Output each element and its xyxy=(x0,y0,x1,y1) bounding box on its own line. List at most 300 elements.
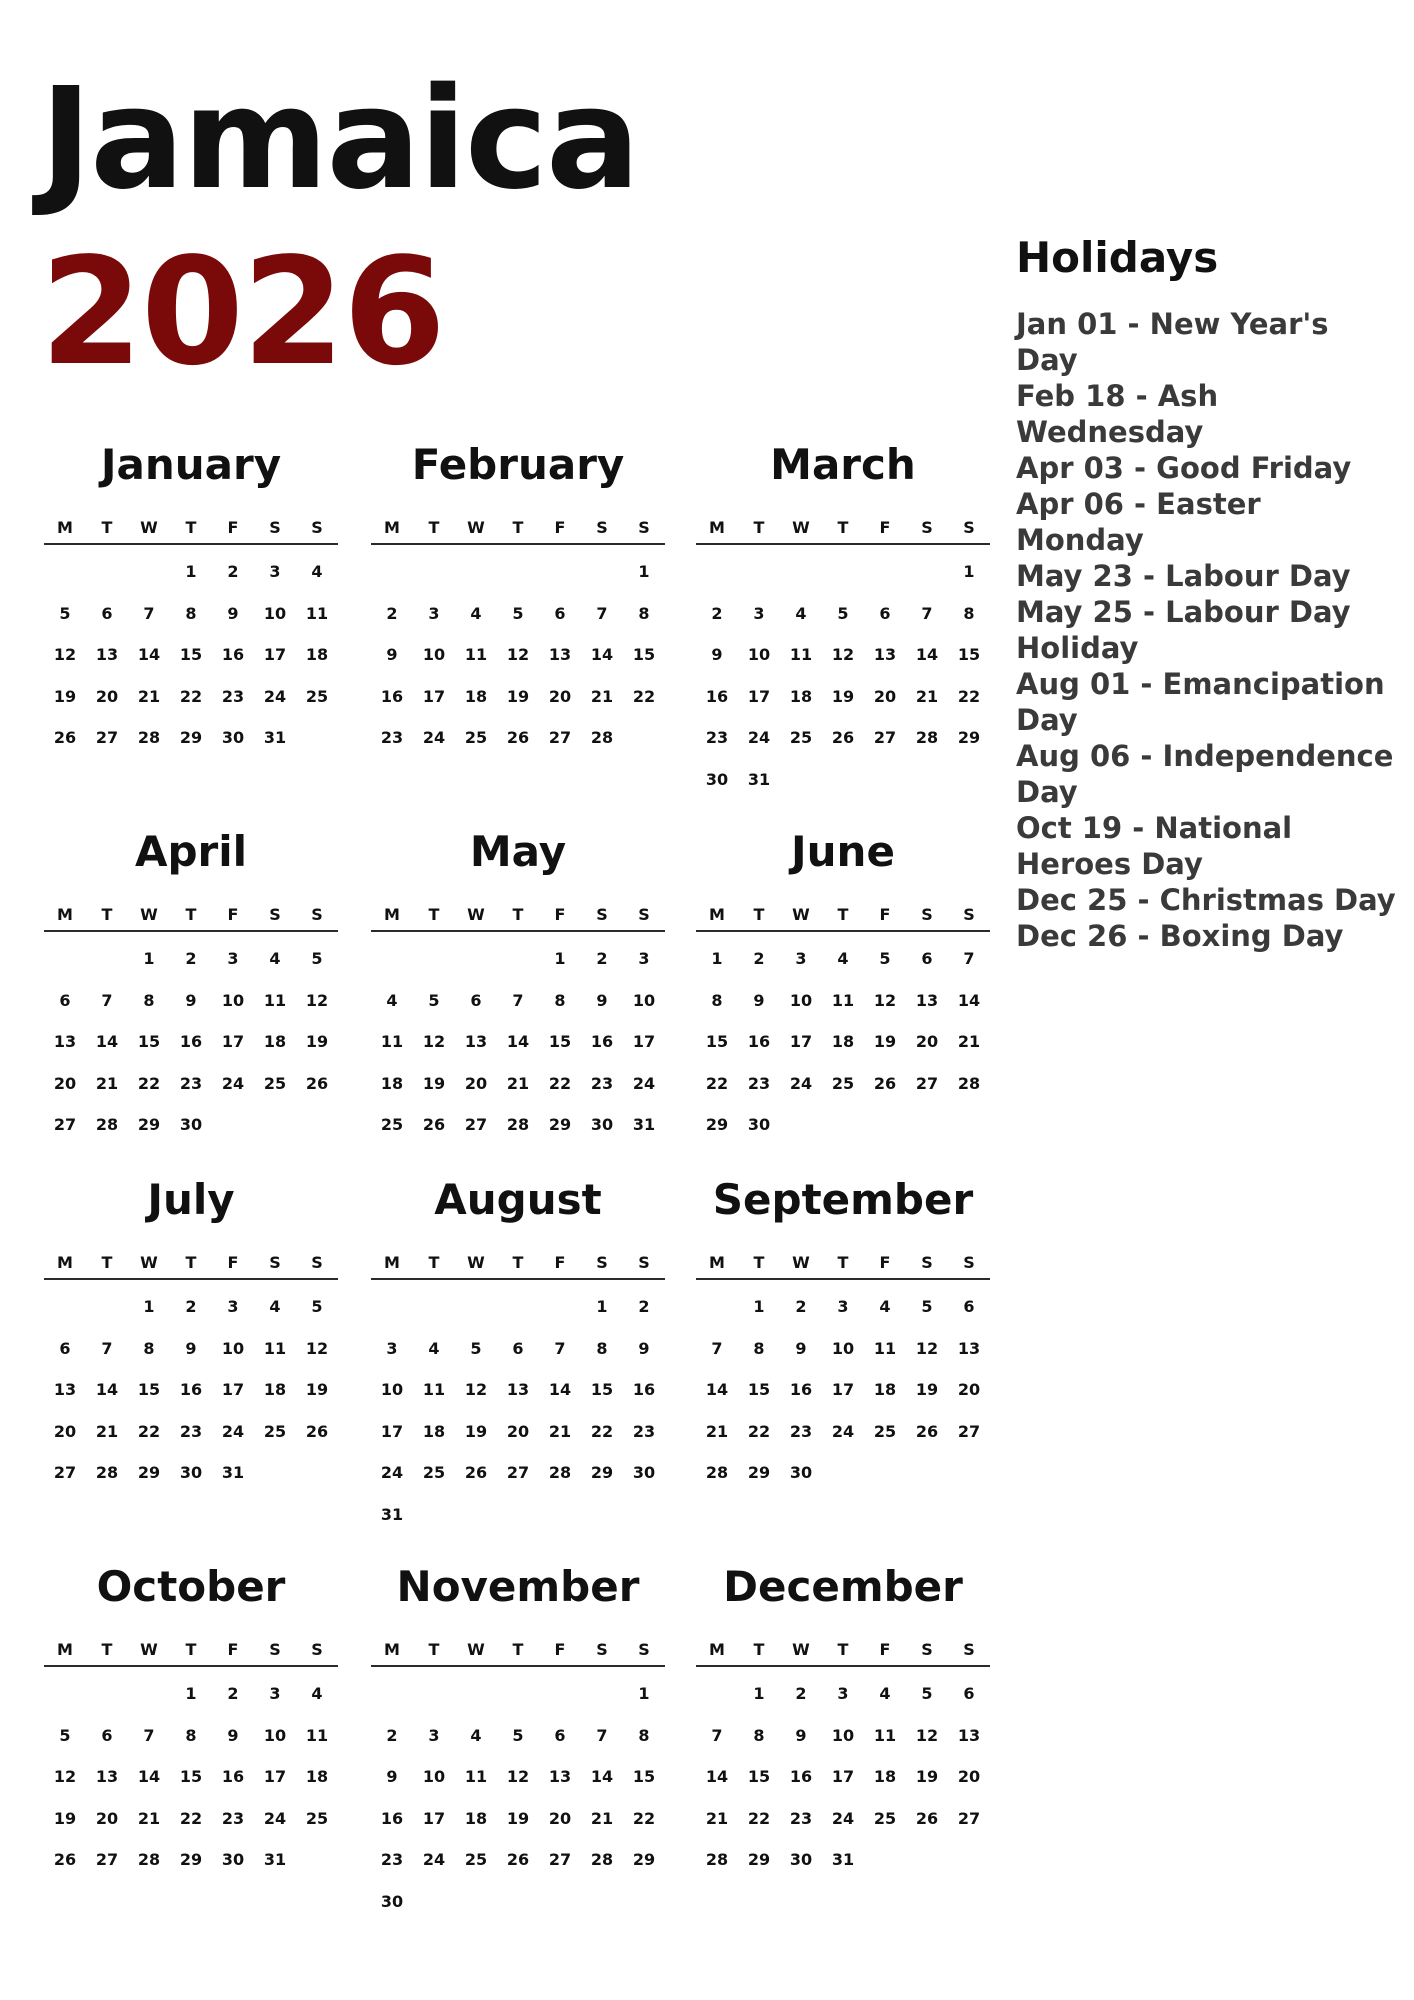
day-cell: 14 xyxy=(957,990,981,1010)
day-cell: 23 xyxy=(789,1421,813,1441)
day-cell: 2 xyxy=(227,1684,239,1703)
day-cell: 29 xyxy=(179,728,203,747)
day-cell: 1 xyxy=(753,1297,765,1316)
day-cell: 31 xyxy=(263,728,287,747)
weekday-label: T xyxy=(428,905,440,924)
day-cell: 30 xyxy=(789,1850,813,1869)
day-cell: 5 xyxy=(921,1297,933,1316)
month-name: June xyxy=(791,827,895,876)
day-cell: 26 xyxy=(53,728,77,747)
weekday-label: M xyxy=(384,1640,400,1659)
day-cell: 26 xyxy=(305,1073,329,1093)
day-cell: 9 xyxy=(795,1725,807,1745)
day-cell: 10 xyxy=(747,645,771,664)
day-cell: 9 xyxy=(638,1338,650,1358)
day-cell: 6 xyxy=(879,603,891,623)
day-cell: 10 xyxy=(789,990,813,1010)
holiday-list xyxy=(1016,306,1396,954)
day-cell: 15 xyxy=(137,1380,161,1399)
holiday-item: Apr 03 - Good Friday xyxy=(1016,451,1352,485)
day-cell: 7 xyxy=(921,603,933,623)
day-cell: 22 xyxy=(548,1073,572,1093)
day-cell: 27 xyxy=(53,1115,77,1134)
month-september xyxy=(696,1172,990,1494)
weekday-label: S xyxy=(963,518,975,537)
day-cell: 13 xyxy=(464,1032,488,1051)
day-cell: 29 xyxy=(705,1115,729,1134)
day-cell: 13 xyxy=(915,990,939,1010)
day-cell: 27 xyxy=(53,1463,77,1482)
month-name: August xyxy=(434,1175,602,1224)
weekday-label: S xyxy=(963,1640,975,1659)
day-cell: 20 xyxy=(506,1421,530,1441)
weekday-label: M xyxy=(709,905,725,924)
day-cell: 24 xyxy=(422,1850,446,1869)
day-cell: 30 xyxy=(590,1115,614,1134)
day-cell: 22 xyxy=(179,686,203,706)
weekday-label: T xyxy=(512,1253,524,1272)
day-cell: 8 xyxy=(596,1338,608,1358)
day-cell: 11 xyxy=(422,1380,446,1399)
weekday-header xyxy=(696,900,990,932)
month-january xyxy=(44,437,338,759)
day-cell: 8 xyxy=(753,1338,765,1358)
day-cell: 20 xyxy=(464,1073,488,1093)
day-cell: 22 xyxy=(747,1808,771,1828)
day-cell: 15 xyxy=(957,645,981,664)
weekday-label: F xyxy=(879,905,891,924)
day-cell: 4 xyxy=(311,1684,323,1703)
day-cell: 4 xyxy=(470,603,482,623)
holiday-item: Apr 06 - Easter Monday xyxy=(1016,487,1261,557)
day-cell: 21 xyxy=(915,686,939,706)
day-cell: 8 xyxy=(143,990,155,1010)
day-cell: 19 xyxy=(831,686,855,706)
day-cell: 27 xyxy=(957,1808,981,1828)
day-cell: 12 xyxy=(506,1767,530,1786)
day-cell: 19 xyxy=(53,686,77,706)
day-cell: 3 xyxy=(837,1684,849,1703)
day-cell: 11 xyxy=(263,990,287,1010)
day-cell: 13 xyxy=(95,1767,119,1786)
day-cell: 12 xyxy=(506,645,530,664)
day-cell: 17 xyxy=(422,1808,446,1828)
day-cell: 26 xyxy=(53,1850,77,1869)
day-cell: 19 xyxy=(915,1380,939,1399)
day-cell: 19 xyxy=(873,1032,897,1051)
weekday-label: S xyxy=(311,518,323,537)
day-cell: 24 xyxy=(221,1073,245,1093)
day-cell: 17 xyxy=(789,1032,813,1051)
day-cell: 28 xyxy=(590,1850,614,1869)
day-cell: 1 xyxy=(143,1297,155,1316)
day-cell: 28 xyxy=(95,1463,119,1482)
day-cell: 4 xyxy=(837,949,849,968)
day-cell: 14 xyxy=(705,1380,729,1399)
weekday-label: F xyxy=(879,1253,891,1272)
day-cell: 22 xyxy=(632,686,656,706)
day-cell: 17 xyxy=(747,686,771,706)
day-cell: 17 xyxy=(380,1421,404,1441)
weekday-label: T xyxy=(101,905,113,924)
day-cell: 9 xyxy=(711,645,723,664)
day-cell: 26 xyxy=(915,1421,939,1441)
day-cell: 10 xyxy=(422,1767,446,1786)
weekday-header xyxy=(696,1635,990,1667)
weekday-label: T xyxy=(512,905,524,924)
day-cell: 5 xyxy=(311,1297,323,1316)
weekday-label: S xyxy=(311,905,323,924)
weekday-label: W xyxy=(140,905,158,924)
day-cell: 7 xyxy=(963,949,975,968)
day-cell: 17 xyxy=(263,645,287,664)
weekday-label: S xyxy=(963,1253,975,1272)
weekday-header xyxy=(44,1248,338,1280)
day-cell: 26 xyxy=(873,1073,897,1093)
weekday-header xyxy=(371,900,665,932)
day-cell: 3 xyxy=(227,949,239,968)
day-cell: 5 xyxy=(311,949,323,968)
weekday-label: T xyxy=(101,1253,113,1272)
weekday-label: T xyxy=(512,518,524,537)
day-cell: 5 xyxy=(879,949,891,968)
day-cell: 1 xyxy=(963,562,975,581)
day-cell: 9 xyxy=(185,1338,197,1358)
day-cell: 3 xyxy=(386,1338,398,1358)
day-cell: 31 xyxy=(831,1850,855,1869)
holiday-item: Aug 06 - Independence Day xyxy=(1016,739,1394,809)
day-cell: 11 xyxy=(305,603,329,623)
day-cell: 12 xyxy=(422,1032,446,1051)
day-cell: 30 xyxy=(705,769,729,789)
title-year: 2026 xyxy=(40,226,444,398)
day-cell: 11 xyxy=(464,1767,488,1786)
day-cell: 28 xyxy=(590,728,614,747)
day-cell: 27 xyxy=(957,1421,981,1441)
day-cell: 29 xyxy=(632,1850,656,1869)
day-cell: 27 xyxy=(548,1850,572,1869)
day-cell: 11 xyxy=(305,1725,329,1745)
day-cell: 4 xyxy=(470,1725,482,1745)
day-cell: 15 xyxy=(179,1767,203,1786)
day-cell: 9 xyxy=(795,1338,807,1358)
day-cell: 6 xyxy=(101,603,113,623)
weekday-label: S xyxy=(921,1253,933,1272)
day-cell: 5 xyxy=(921,1684,933,1703)
day-cell: 25 xyxy=(873,1421,897,1441)
day-cell: 14 xyxy=(95,1032,119,1051)
day-cell: 3 xyxy=(638,949,650,968)
day-cell: 18 xyxy=(873,1380,897,1399)
day-cell: 4 xyxy=(386,990,398,1010)
day-cell: 14 xyxy=(137,1767,161,1786)
day-cell: 13 xyxy=(873,645,897,664)
day-cell: 30 xyxy=(380,1891,404,1911)
day-cell: 8 xyxy=(185,1725,197,1745)
day-cell: 6 xyxy=(921,949,933,968)
day-cell: 27 xyxy=(95,1850,119,1869)
day-cell: 7 xyxy=(596,603,608,623)
weekday-label: M xyxy=(709,518,725,537)
day-cell: 25 xyxy=(263,1421,287,1441)
day-cell: 2 xyxy=(227,562,239,581)
weekday-label: S xyxy=(596,518,608,537)
day-cell: 28 xyxy=(957,1073,981,1093)
days-grid xyxy=(371,1280,665,1535)
weekday-label: S xyxy=(638,1253,650,1272)
day-cell: 24 xyxy=(263,686,287,706)
day-cell: 25 xyxy=(305,686,329,706)
weekday-label: T xyxy=(185,518,197,537)
weekday-label: S xyxy=(596,1253,608,1272)
day-cell: 4 xyxy=(428,1338,440,1358)
day-cell: 20 xyxy=(53,1421,77,1441)
day-cell: 26 xyxy=(506,1850,530,1869)
day-cell: 2 xyxy=(638,1297,650,1316)
day-cell: 12 xyxy=(464,1380,488,1399)
day-cell: 2 xyxy=(711,603,723,623)
day-cell: 2 xyxy=(185,1297,197,1316)
holiday-item: May 25 - Labour Day Holiday xyxy=(1016,595,1351,665)
day-cell: 23 xyxy=(179,1073,203,1093)
day-cell: 23 xyxy=(705,728,729,747)
day-cell: 28 xyxy=(915,728,939,747)
day-cell: 11 xyxy=(380,1032,404,1051)
day-cell: 26 xyxy=(422,1115,446,1134)
day-cell: 20 xyxy=(95,1808,119,1828)
month-name: December xyxy=(723,1562,963,1611)
weekday-header xyxy=(44,900,338,932)
day-cell: 6 xyxy=(59,1338,71,1358)
weekday-header xyxy=(371,1635,665,1667)
weekday-label: W xyxy=(467,1640,485,1659)
day-cell: 29 xyxy=(747,1463,771,1482)
day-cell: 19 xyxy=(915,1767,939,1786)
day-cell: 9 xyxy=(227,603,239,623)
day-cell: 22 xyxy=(632,1808,656,1828)
month-name: October xyxy=(96,1562,286,1611)
day-cell: 24 xyxy=(789,1073,813,1093)
day-cell: 18 xyxy=(873,1767,897,1786)
day-cell: 27 xyxy=(464,1115,488,1134)
day-cell: 28 xyxy=(95,1115,119,1134)
day-cell: 21 xyxy=(590,1808,614,1828)
days-grid xyxy=(44,1667,338,1881)
day-cell: 13 xyxy=(506,1380,530,1399)
day-cell: 30 xyxy=(179,1463,203,1482)
weekday-label: F xyxy=(227,1253,239,1272)
day-cell: 10 xyxy=(632,990,656,1010)
weekday-label: W xyxy=(140,518,158,537)
day-cell: 20 xyxy=(53,1073,77,1093)
weekday-label: T xyxy=(512,1640,524,1659)
weekday-label: W xyxy=(792,518,810,537)
day-cell: 12 xyxy=(53,1767,77,1786)
days-grid xyxy=(696,1667,990,1881)
day-cell: 11 xyxy=(873,1725,897,1745)
month-march xyxy=(696,437,990,800)
day-cell: 4 xyxy=(879,1684,891,1703)
day-cell: 16 xyxy=(705,686,729,706)
weekday-label: F xyxy=(554,1640,566,1659)
day-cell: 16 xyxy=(590,1032,614,1051)
day-cell: 10 xyxy=(380,1380,404,1399)
day-cell: 12 xyxy=(305,990,329,1010)
weekday-label: S xyxy=(921,905,933,924)
day-cell: 17 xyxy=(632,1032,656,1051)
weekday-label: T xyxy=(837,518,849,537)
day-cell: 8 xyxy=(638,603,650,623)
month-october xyxy=(44,1559,338,1881)
day-cell: 26 xyxy=(305,1421,329,1441)
month-february xyxy=(371,437,665,759)
weekday-label: F xyxy=(227,1640,239,1659)
month-name: November xyxy=(396,1562,640,1611)
weekday-label: T xyxy=(753,518,765,537)
weekday-label: S xyxy=(596,1640,608,1659)
month-july xyxy=(44,1172,338,1494)
weekday-label: T xyxy=(101,518,113,537)
day-cell: 21 xyxy=(95,1421,119,1441)
weekday-label: T xyxy=(428,518,440,537)
day-cell: 24 xyxy=(632,1073,656,1093)
day-cell: 27 xyxy=(506,1463,530,1482)
day-cell: 29 xyxy=(590,1463,614,1482)
day-cell: 14 xyxy=(95,1380,119,1399)
day-cell: 23 xyxy=(179,1421,203,1441)
weekday-label: F xyxy=(554,1253,566,1272)
weekday-label: S xyxy=(638,905,650,924)
day-cell: 30 xyxy=(221,728,245,747)
day-cell: 23 xyxy=(221,1808,245,1828)
day-cell: 11 xyxy=(263,1338,287,1358)
day-cell: 14 xyxy=(548,1380,572,1399)
day-cell: 16 xyxy=(179,1032,203,1051)
day-cell: 1 xyxy=(753,1684,765,1703)
day-cell: 20 xyxy=(548,686,572,706)
day-cell: 13 xyxy=(548,1767,572,1786)
day-cell: 20 xyxy=(548,1808,572,1828)
day-cell: 4 xyxy=(879,1297,891,1316)
day-cell: 25 xyxy=(464,1850,488,1869)
day-cell: 6 xyxy=(554,1725,566,1745)
day-cell: 10 xyxy=(831,1725,855,1745)
day-cell: 2 xyxy=(596,949,608,968)
day-cell: 19 xyxy=(305,1032,329,1051)
day-cell: 25 xyxy=(305,1808,329,1828)
day-cell: 10 xyxy=(263,1725,287,1745)
day-cell: 1 xyxy=(185,562,197,581)
day-cell: 4 xyxy=(795,603,807,623)
day-cell: 9 xyxy=(386,1767,398,1786)
day-cell: 3 xyxy=(269,1684,281,1703)
day-cell: 30 xyxy=(179,1115,203,1134)
day-cell: 14 xyxy=(137,645,161,664)
day-cell: 7 xyxy=(143,1725,155,1745)
day-cell: 5 xyxy=(59,603,71,623)
weekday-label: W xyxy=(467,905,485,924)
day-cell: 1 xyxy=(638,562,650,581)
day-cell: 13 xyxy=(53,1032,77,1051)
weekday-label: M xyxy=(57,905,73,924)
day-cell: 14 xyxy=(590,1767,614,1786)
day-cell: 18 xyxy=(263,1032,287,1051)
month-june xyxy=(696,824,990,1146)
day-cell: 20 xyxy=(873,686,897,706)
holiday-item: May 23 - Labour Day xyxy=(1016,559,1351,593)
weekday-header xyxy=(696,1248,990,1280)
holiday-item: Aug 01 - Emancipation Day xyxy=(1016,667,1385,737)
day-cell: 10 xyxy=(263,603,287,623)
month-name: May xyxy=(469,827,567,876)
weekday-label: T xyxy=(101,1640,113,1659)
weekday-label: M xyxy=(57,1253,73,1272)
weekday-label: T xyxy=(428,1640,440,1659)
day-cell: 23 xyxy=(380,728,404,747)
weekday-label: F xyxy=(879,1640,891,1659)
weekday-header xyxy=(44,513,338,545)
weekday-label: F xyxy=(227,518,239,537)
day-cell: 16 xyxy=(221,645,245,664)
day-cell: 2 xyxy=(386,603,398,623)
weekday-label: W xyxy=(467,518,485,537)
weekday-label: T xyxy=(185,1253,197,1272)
weekday-label: W xyxy=(467,1253,485,1272)
weekday-label: M xyxy=(709,1640,725,1659)
day-cell: 3 xyxy=(269,562,281,581)
day-cell: 25 xyxy=(873,1808,897,1828)
day-cell: 7 xyxy=(711,1338,723,1358)
day-cell: 12 xyxy=(915,1725,939,1745)
day-cell: 1 xyxy=(596,1297,608,1316)
weekday-label: F xyxy=(227,905,239,924)
days-grid xyxy=(371,932,665,1146)
days-grid xyxy=(44,1280,338,1494)
day-cell: 23 xyxy=(632,1421,656,1441)
day-cell: 24 xyxy=(422,728,446,747)
day-cell: 5 xyxy=(837,603,849,623)
day-cell: 18 xyxy=(263,1380,287,1399)
day-cell: 11 xyxy=(831,990,855,1010)
day-cell: 3 xyxy=(227,1297,239,1316)
day-cell: 15 xyxy=(548,1032,572,1051)
month-name: February xyxy=(411,440,625,489)
weekday-label: M xyxy=(57,1640,73,1659)
weekday-label: M xyxy=(384,905,400,924)
day-cell: 21 xyxy=(705,1421,729,1441)
weekday-label: F xyxy=(554,518,566,537)
day-cell: 14 xyxy=(705,1767,729,1786)
day-cell: 26 xyxy=(506,728,530,747)
title-country: Jamaica xyxy=(40,58,639,221)
day-cell: 16 xyxy=(747,1032,771,1051)
day-cell: 12 xyxy=(305,1338,329,1358)
day-cell: 26 xyxy=(464,1463,488,1482)
day-cell: 9 xyxy=(386,645,398,664)
day-cell: 27 xyxy=(95,728,119,747)
day-cell: 31 xyxy=(747,769,771,789)
day-cell: 3 xyxy=(428,1725,440,1745)
month-august xyxy=(371,1172,665,1535)
day-cell: 7 xyxy=(512,990,524,1010)
day-cell: 3 xyxy=(795,949,807,968)
day-cell: 16 xyxy=(179,1380,203,1399)
day-cell: 29 xyxy=(957,728,981,747)
day-cell: 2 xyxy=(795,1684,807,1703)
day-cell: 30 xyxy=(747,1115,771,1134)
day-cell: 16 xyxy=(380,686,404,706)
day-cell: 25 xyxy=(464,728,488,747)
